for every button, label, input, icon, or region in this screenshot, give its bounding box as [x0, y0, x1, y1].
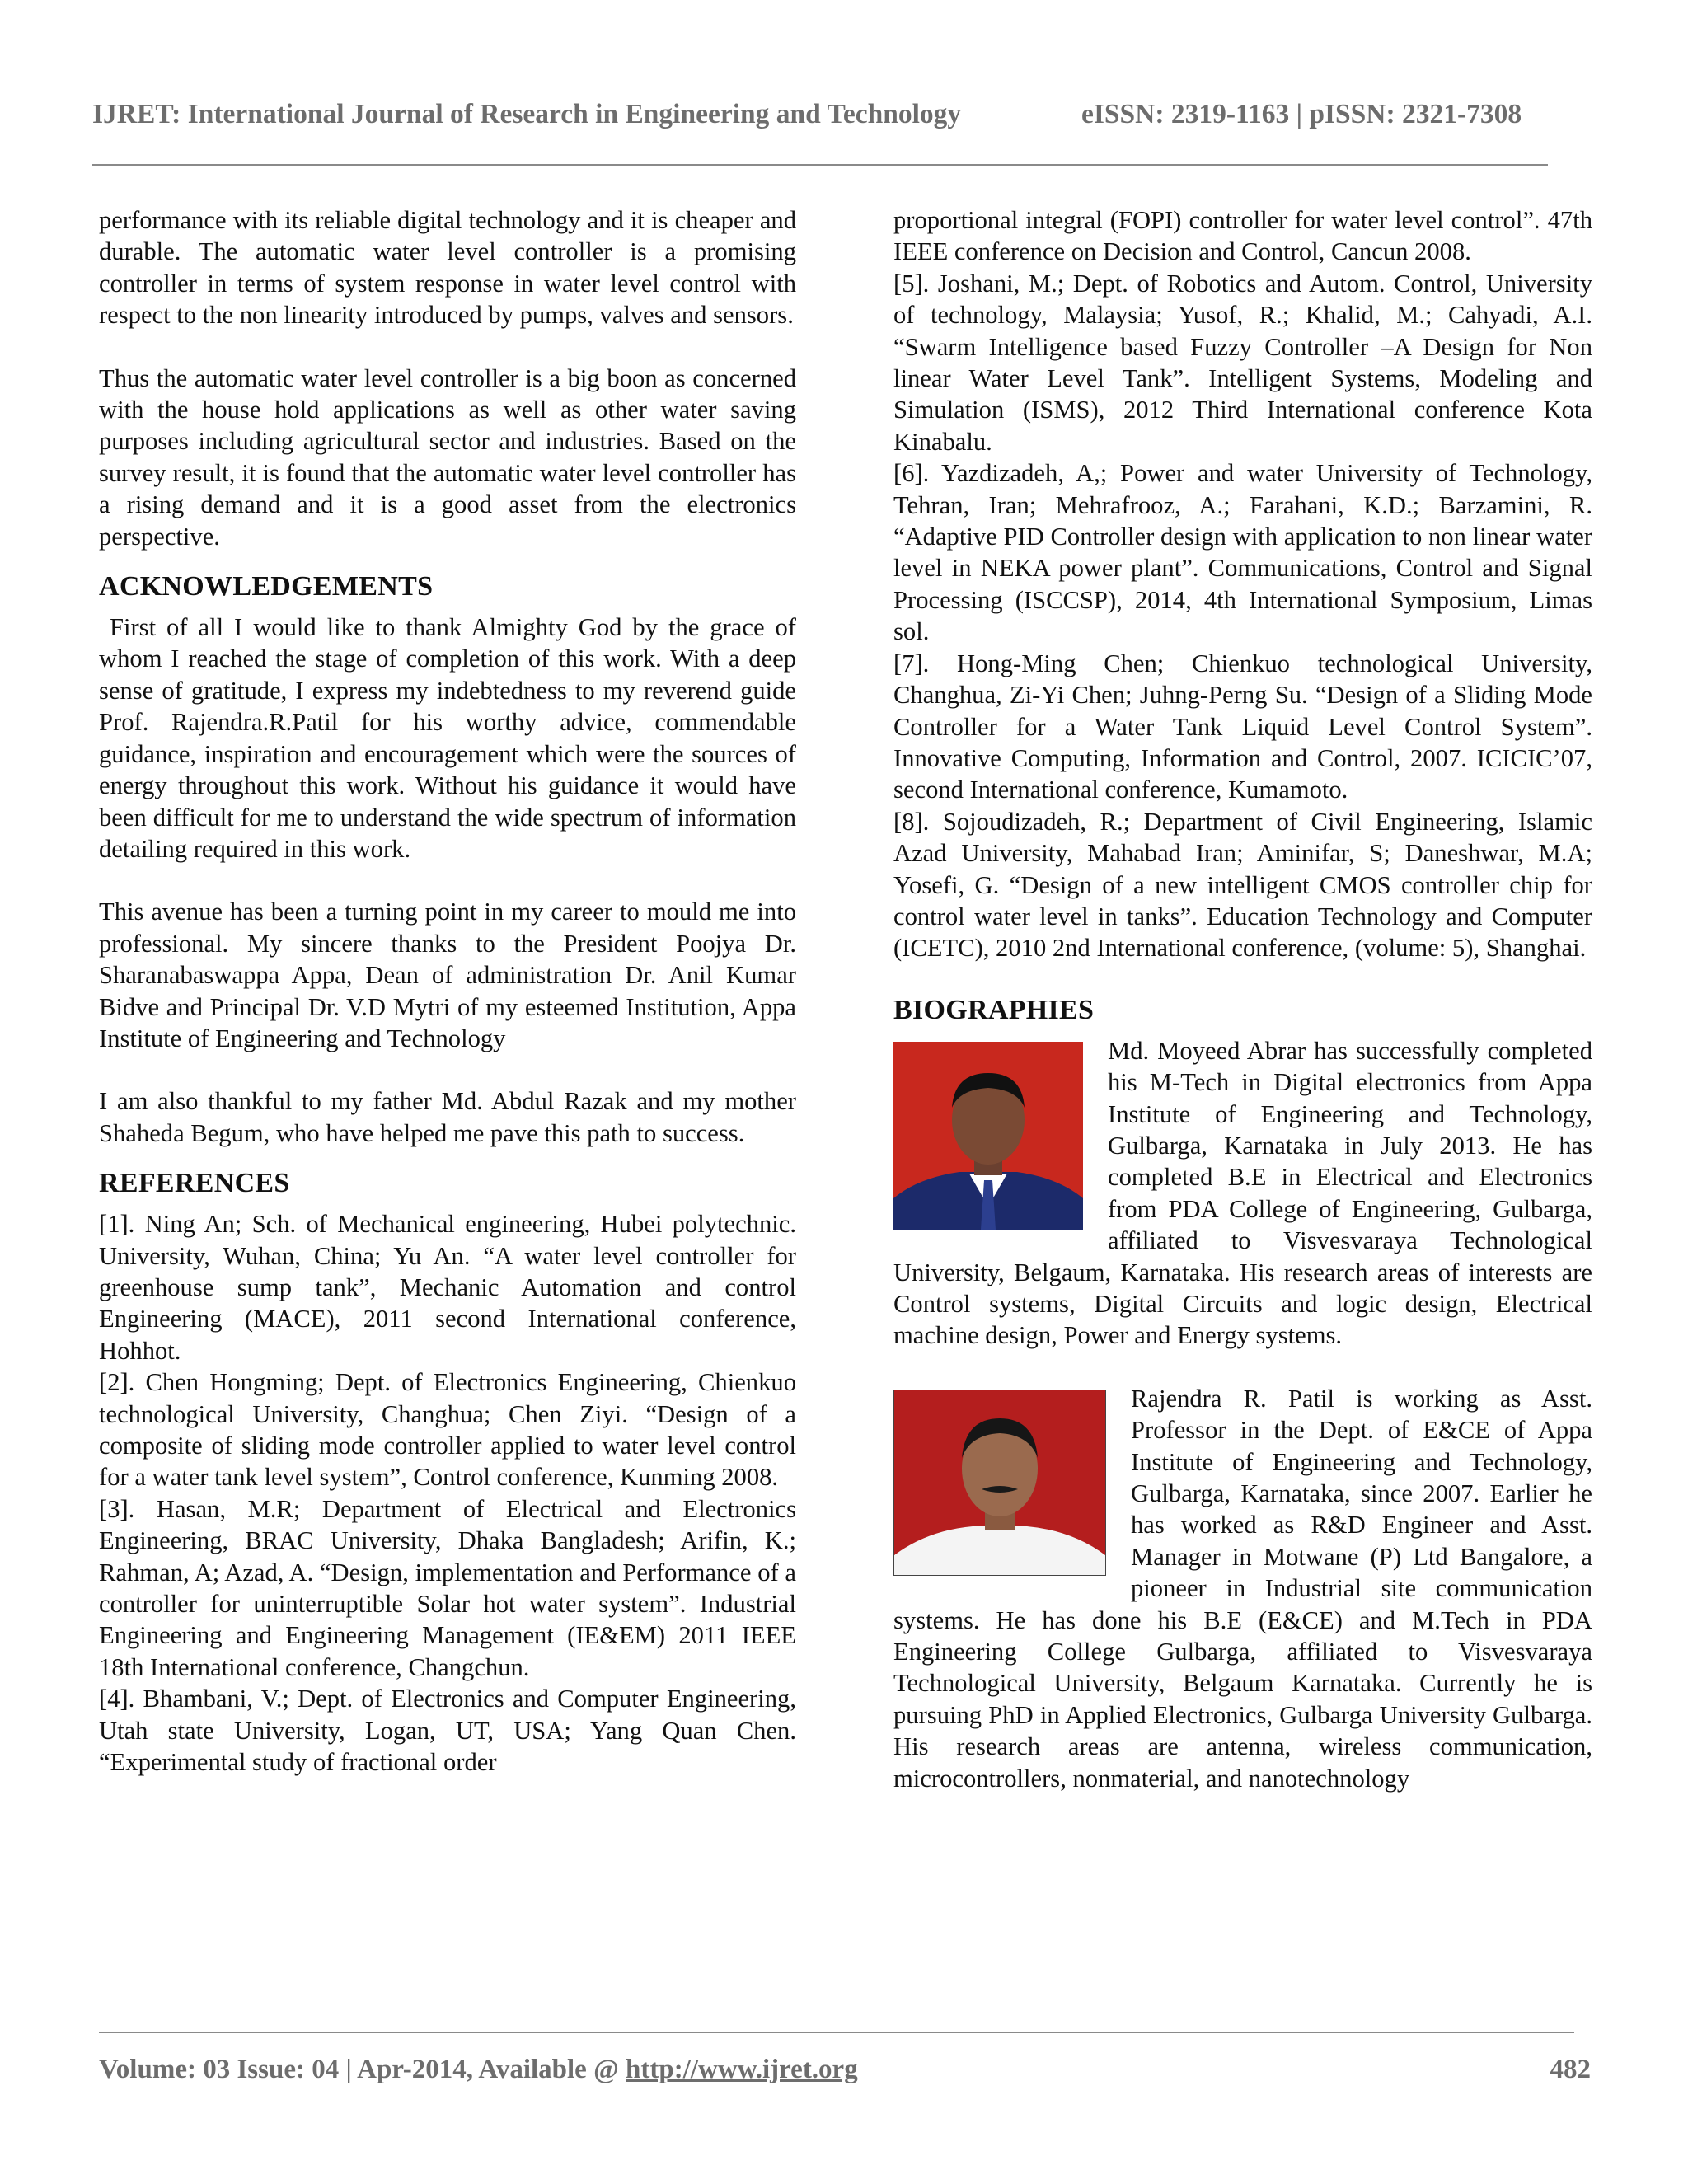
footer-rule	[99, 2032, 1574, 2033]
reference-item: [1]. Ning An; Sch. of Mechanical engineering, Hubei polytechnic. University, Wuhan, China; Yu An. “A water level controller for greenhouse sump tank”, Mechanic Automation and control Engineering (MACE), 2011 second International conference, Hohhot.	[99, 1210, 796, 1365]
reference-item: [3]. Hasan, M.R; Department of Electrical and Electronics Engineering, BRAC University, Dhaka Bangladesh; Arifin, K.; Rahman, A; Azad, A. “Design, implementation and Performance of a controller for uninterruptible Solar hot water system”. Industrial Engineering and Engineering Management (IE&EM) 2011 IEEE 18th International conference, Changchun.	[99, 1494, 796, 1681]
reference-item: [7]. Hong-Ming Chen; Chienkuo technological University, Changhua, Zi-Yi Chen; Juhng-Perng Su. “Design of a Sliding Mode Controller for a Water Tank Liquid Level Control System”. Innovative Computing, Information and Control, 2007. ICICIC’07, second International conference, Kumamoto.	[893, 649, 1592, 804]
reference-item: [6]. Yazdizadeh, A,; Power and water University of Technology, Tehran, Iran; Mehrafrooz, A.; Farahani, K.D.; Barzamini, R. “Adaptive PID Controller design with application to non linear water level in NEKA power plant”. Communications, Control and Signal Processing (ISCCSP), 2014, 4th International Symposium, Limas sol.	[893, 459, 1592, 646]
section-heading-acknowledgements: ACKNOWLEDGEMENTS	[99, 571, 434, 602]
running-header	[92, 99, 1543, 130]
biography-1	[893, 1035, 1592, 1352]
issn-info: eISSN: 2319-1163 | pISSN: 2321-7308	[1081, 99, 1522, 129]
section-heading-references: REFERENCES	[99, 1168, 290, 1199]
paragraph: Thus the automatic water level controller is a big boon as concerned with the house hold applications as well as other water saving purposes including agricultural sector and industries. Based on the survey result, it is found that the automatic water level controller has a rising demand and it is a good asset from the electronics perspective.	[99, 363, 796, 551]
author-photo-2	[893, 1390, 1106, 1576]
page-number: 482	[1550, 2055, 1591, 2084]
biography-2	[893, 1383, 1592, 1794]
paragraph: I am also thankful to my father Md. Abdul Razak and my mother Shaheda Begum, who have helped me pave this path to success.	[99, 1087, 796, 1147]
reference-item: [8]. Sojoudizadeh, R.; Department of Civil Engineering, Islamic Azad University, Mahabad Iran; Aminifar, S; Daneshwar, M.A; Yosefi, G. “Design of a new intelligent CMOS controller chip for control water level in tanks”. Education Technology and Computer (ICETC), 2010 2nd International conference, (volume: 5), Shanghai.	[893, 807, 1592, 963]
journal-link[interactable]: http://www.ijret.org	[626, 2055, 858, 2084]
reference-item: [5]. Joshani, M.; Dept. of Robotics and Autom. Control, University of technology, Malaysia; Yusof, R.; Khalid, M.; Cahyadi, A.I. “Swarm Intelligence based Fuzzy Controller –A Design for Non linear Water Level Tank”. Intelligent Systems, Modeling and Simulation (ISMS), 2012 Third International conference Kota Kinabalu.	[893, 269, 1592, 456]
paragraph: This avenue has been a turning point in my career to mould me into professional. My sincere thanks to the President Poojya Dr. Sharanabaswappa Appa, Dean of administration Dr. Anil Kumar Bidve and Principal Dr. V.D Mytri of my esteemed Institution, Appa Institute of Engineering and Technology	[99, 898, 796, 1052]
biography-text: Md. Moyeed Abrar has successfully completed his M-Tech in Digital electronics from Appa Institute of Engineering and Technology, Gulbarga, Karnataka in July 2013. He has completed B.E in Electrical and Electronics from PDA College of Engineering, Gulbarga, affiliated to Visvesvaraya Technological University, Belgaum, Karnataka. His research areas of interests are Control systems, Digital Circuits and logic design, Electrical machine design, Power and Energy systems.	[893, 1036, 1592, 1350]
left-column	[99, 204, 796, 1778]
reference-item: [4]. Bhambani, V.; Dept. of Electronics and Computer Engineering, Utah state University, Logan, UT, USA; Yang Quan Chen. “Experimental study of fractional order	[99, 1685, 796, 1777]
biography-text: Rajendra R. Patil is working as Asst. Professor in the Dept. of E&CE of Appa Institute of Engineering and Technology, Gulbarga, Karnataka, since 2007. Earlier he has worked as R&D Engineer and Asst. Manager in Motwane (P) Ltd Bangalore, a pioneer in Industrial site communication systems. He has done his B.E (E&CE) and M.Tech in PDA Engineering College Gulbarga, affiliated to Visvesvaraya Technological University, Belgaum Karnataka. Currently he is pursuing PhD in Applied Electronics, Gulbarga University Gulbarga. His research areas are antenna, wireless communication, microcontrollers, nonmaterial, and nanotechnology	[893, 1384, 1592, 1793]
paragraph: First of all I would like to thank Almighty God by the grace of whom I reached the stage of completion of this work. With a deep sense of gratitude, I express my indebtedness to my reverend guide Prof. Rajendra.R.Patil for his worthy advice, commendable guidance, inspiration and encouragement which were the sources of energy throughout this work. Without his guidance it would have been difficult for me to understand the wide spectrum of information detailing required in this work.	[99, 613, 796, 863]
running-footer	[99, 2055, 1591, 2085]
reference-item: [2]. Chen Hongming; Dept. of Electronics Engineering, Chienkuo technological University, Changhua; Chen Ziyi. “Design of a composite of sliding mode controller applied to water level control for a water tank level system”, Control conference, Kunming 2008.	[99, 1368, 796, 1492]
section-heading-biographies: BIOGRAPHIES	[893, 994, 1095, 1025]
paragraph: performance with its reliable digital technology and it is cheaper and durable. The automatic water level controller is a promising controller in terms of system response in water level control with respect to the non linearity introduced by pumps, valves and sensors.	[99, 206, 796, 330]
reference-item: proportional integral (FOPI) controller for water level control”. 47th IEEE conference on Decision and Control, Cancun 2008.	[893, 206, 1592, 266]
right-column	[893, 204, 1592, 1794]
author-photo-1	[893, 1042, 1083, 1230]
volume-info: Volume: 03 Issue: 04 | Apr-2014, Available @	[99, 2055, 626, 2084]
journal-title: IJRET: International Journal of Research in Engineering and Technology	[92, 99, 962, 129]
header-rule	[92, 164, 1548, 166]
